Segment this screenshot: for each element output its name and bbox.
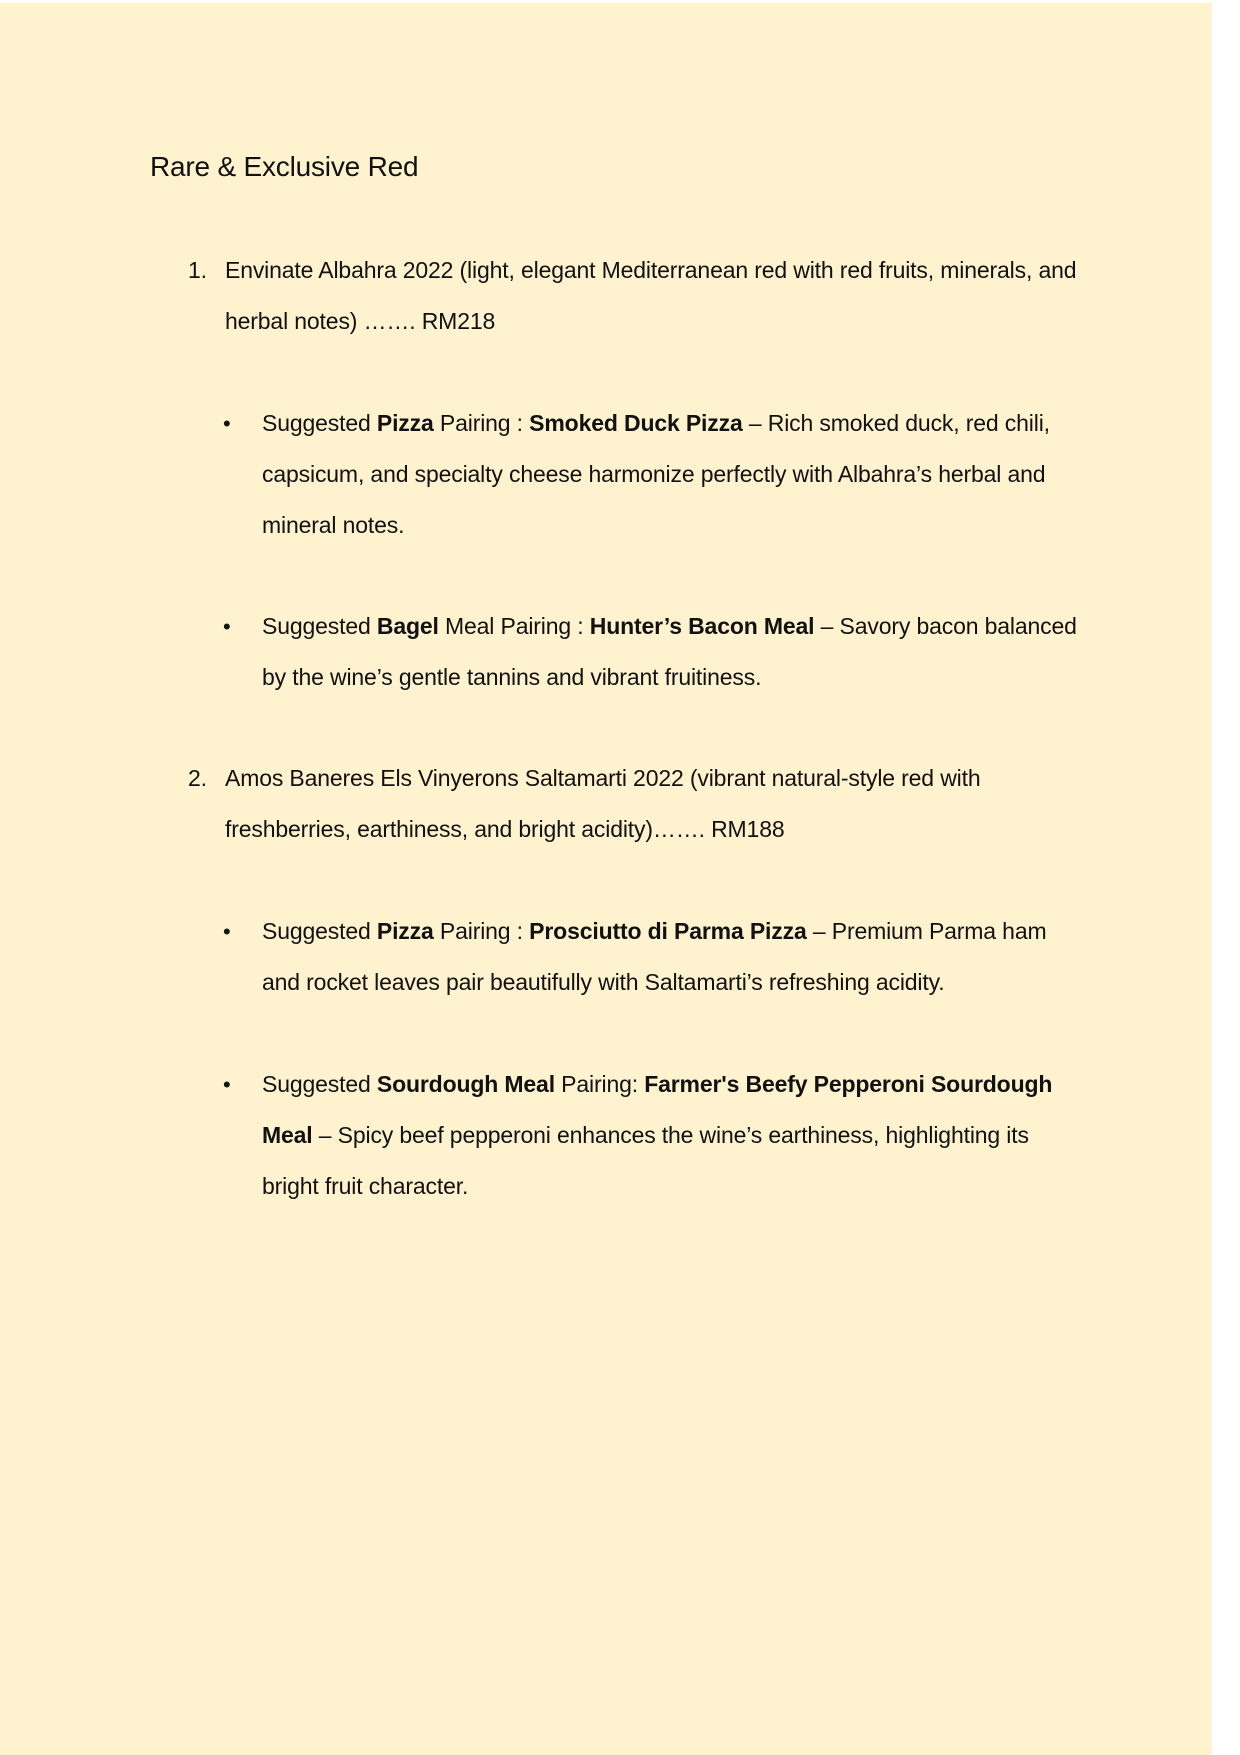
pairing-description: – Spicy beef pepperoni enhances the wine’s earthiness, highlighting its bright fruit character. bbox=[262, 1122, 1029, 1199]
wine-item bbox=[188, 753, 1088, 855]
pairing-description: – Premium Parma ham and rocket leaves pair beautifully with Saltamarti’s refreshing acidity. bbox=[262, 918, 1047, 995]
pairing-dish: Smoked Duck Pizza bbox=[529, 410, 743, 436]
pairing-description: – Rich smoked duck, red chili, capsicum, and specialty cheese harmonize perfectly with Albahra’s herbal and mineral notes. bbox=[262, 410, 1050, 538]
pairing-prefix: Suggested bbox=[262, 1071, 377, 1097]
list-number: 2. bbox=[188, 765, 207, 791]
pairing-prefix: Suggested bbox=[262, 918, 377, 944]
pairing-item bbox=[223, 398, 1083, 551]
pairing-label: Meal Pairing : bbox=[438, 613, 590, 639]
list-number: 1. bbox=[188, 257, 207, 283]
pairing-text bbox=[262, 1059, 1083, 1212]
pairing-prefix: Suggested bbox=[262, 613, 377, 639]
pairing-item bbox=[223, 1059, 1083, 1212]
pairing-category: Bagel bbox=[376, 613, 439, 639]
wine-description: Envinate Albahra 2022 (light, elegant Mediterranean red with red fruits, minerals, and herbal notes) ……. RM218 bbox=[225, 257, 1077, 334]
pairing-text bbox=[262, 601, 1083, 703]
pairing-item bbox=[223, 601, 1083, 703]
pairing-description: – Savory bacon balanced by the wine’s gentle tannins and vibrant fruitiness. bbox=[262, 613, 1077, 690]
pairing-prefix: Suggested bbox=[262, 410, 377, 436]
wine-item bbox=[188, 245, 1088, 347]
pairing-label: Pairing : bbox=[433, 410, 530, 436]
bullet-icon: • bbox=[223, 1072, 231, 1097]
pairing-dish: Hunter’s Bacon Meal bbox=[589, 613, 815, 639]
pairing-category: Pizza bbox=[376, 918, 434, 944]
pairing-dish: Farmer's Beefy Pepperoni Sourdough Meal bbox=[262, 1071, 1053, 1148]
wine-description: Amos Baneres Els Vinyerons Saltamarti 2022 (vibrant natural-style red with freshberries, earthiness, and bright acidity)……. RM188 bbox=[225, 765, 981, 842]
pairing-category: Sourdough Meal bbox=[376, 1071, 555, 1097]
pairing-item bbox=[223, 906, 1083, 1008]
pairing-text bbox=[262, 906, 1083, 1008]
pairing-label: Pairing: bbox=[554, 1071, 645, 1097]
bullet-icon: • bbox=[223, 411, 231, 436]
pairing-category: Pizza bbox=[376, 410, 434, 436]
bullet-icon: • bbox=[223, 614, 231, 639]
pairing-label: Pairing : bbox=[433, 918, 530, 944]
pairing-dish: Prosciutto di Parma Pizza bbox=[529, 918, 807, 944]
bullet-icon: • bbox=[223, 919, 231, 944]
pairing-text bbox=[262, 398, 1083, 551]
section-heading: Rare & Exclusive Red bbox=[150, 151, 419, 182]
